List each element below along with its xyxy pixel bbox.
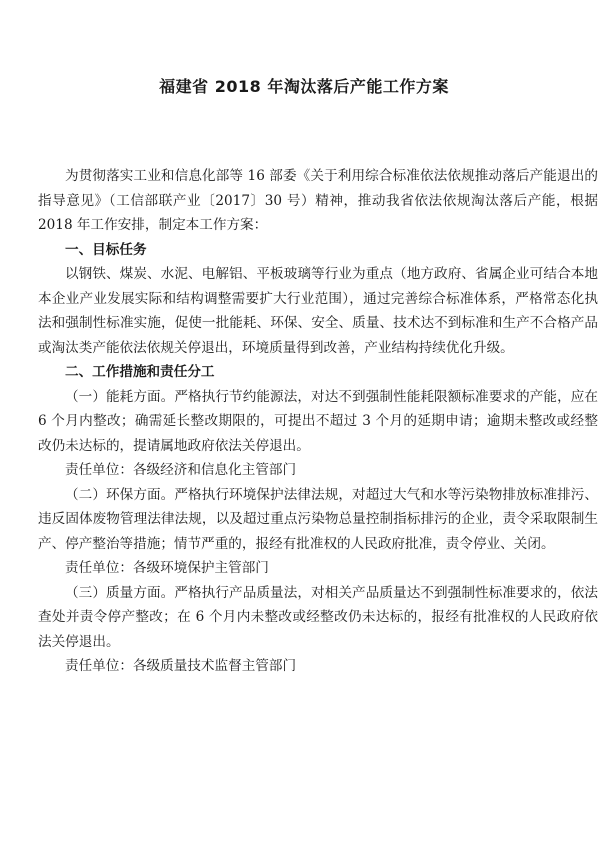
measure-environment-responsible: 责任单位：各级环境保护主管部门 — [65, 560, 269, 576]
measure-energy-paragraph: （一）能耗方面。严格执行节约能源法，对达不到强制性能耗限额标准要求的产能，应在 6 个月内整改；确需延长整改期限的，可提出不超过 3 个月的延期申请；逾期未整改或经整改仍未达标的，提请属地政府依法关停退出。 — [38, 388, 598, 454]
measure-energy-responsible: 责任单位：各级经济和信息化主管部门 — [65, 462, 297, 478]
document-body — [38, 164, 598, 679]
document-title: 福建省 2018 年淘汰落后产能工作方案 — [159, 77, 449, 96]
measure-quality-paragraph: （三）质量方面。严格执行产品质量法，对相关产品质量达不到强制性标准要求的，依法查处并责令停产整改；在 6 个月内未整改或经整改仍未达标的，报经有批准权的人民政府依法关停退出。 — [38, 584, 598, 650]
section-1-heading: 一、目标任务 — [65, 241, 147, 258]
intro-paragraph: 为贯彻落实工业和信息化部等 16 部委《关于利用综合标准依法依规推动落后产能退出的指导意见》（工信部联产业〔2017〕30 号）精神，推动我省依法依规淘汰落后产能，根据 2018 年工作安排，制定本工作方案： — [38, 168, 598, 233]
measure-environment-paragraph: （二）环保方面。严格执行环境保护法律法规，对超过大气和水等污染物排放标准排污、违反固体废物管理法律法规，以及超过重点污染物总量控制指标排污的企业，责令采取限制生产、停产整治等措施；情节严重的，报经有批准权的人民政府批准，责令停业、关闭。 — [38, 486, 598, 552]
section-2-heading: 二、工作措施和责任分工 — [65, 364, 215, 380]
measure-quality-responsible: 责任单位：各级质量技术监督主管部门 — [65, 658, 297, 674]
section-1-paragraph: 以钢铁、煤炭、水泥、电解铝、平板玻璃等行业为重点（地方政府、省属企业可结合本地本企业产业发展实际和结构调整需要扩大行业范围），通过完善综合标准体系，严格常态化执法和强制性标准实施，促使一批能耗、环保、安全、质量、技术达不到标准和生产不合格产品或淘汰类产能依法依规关停退出，环境质量得到改善，产业结构持续优化升级。 — [38, 266, 598, 356]
